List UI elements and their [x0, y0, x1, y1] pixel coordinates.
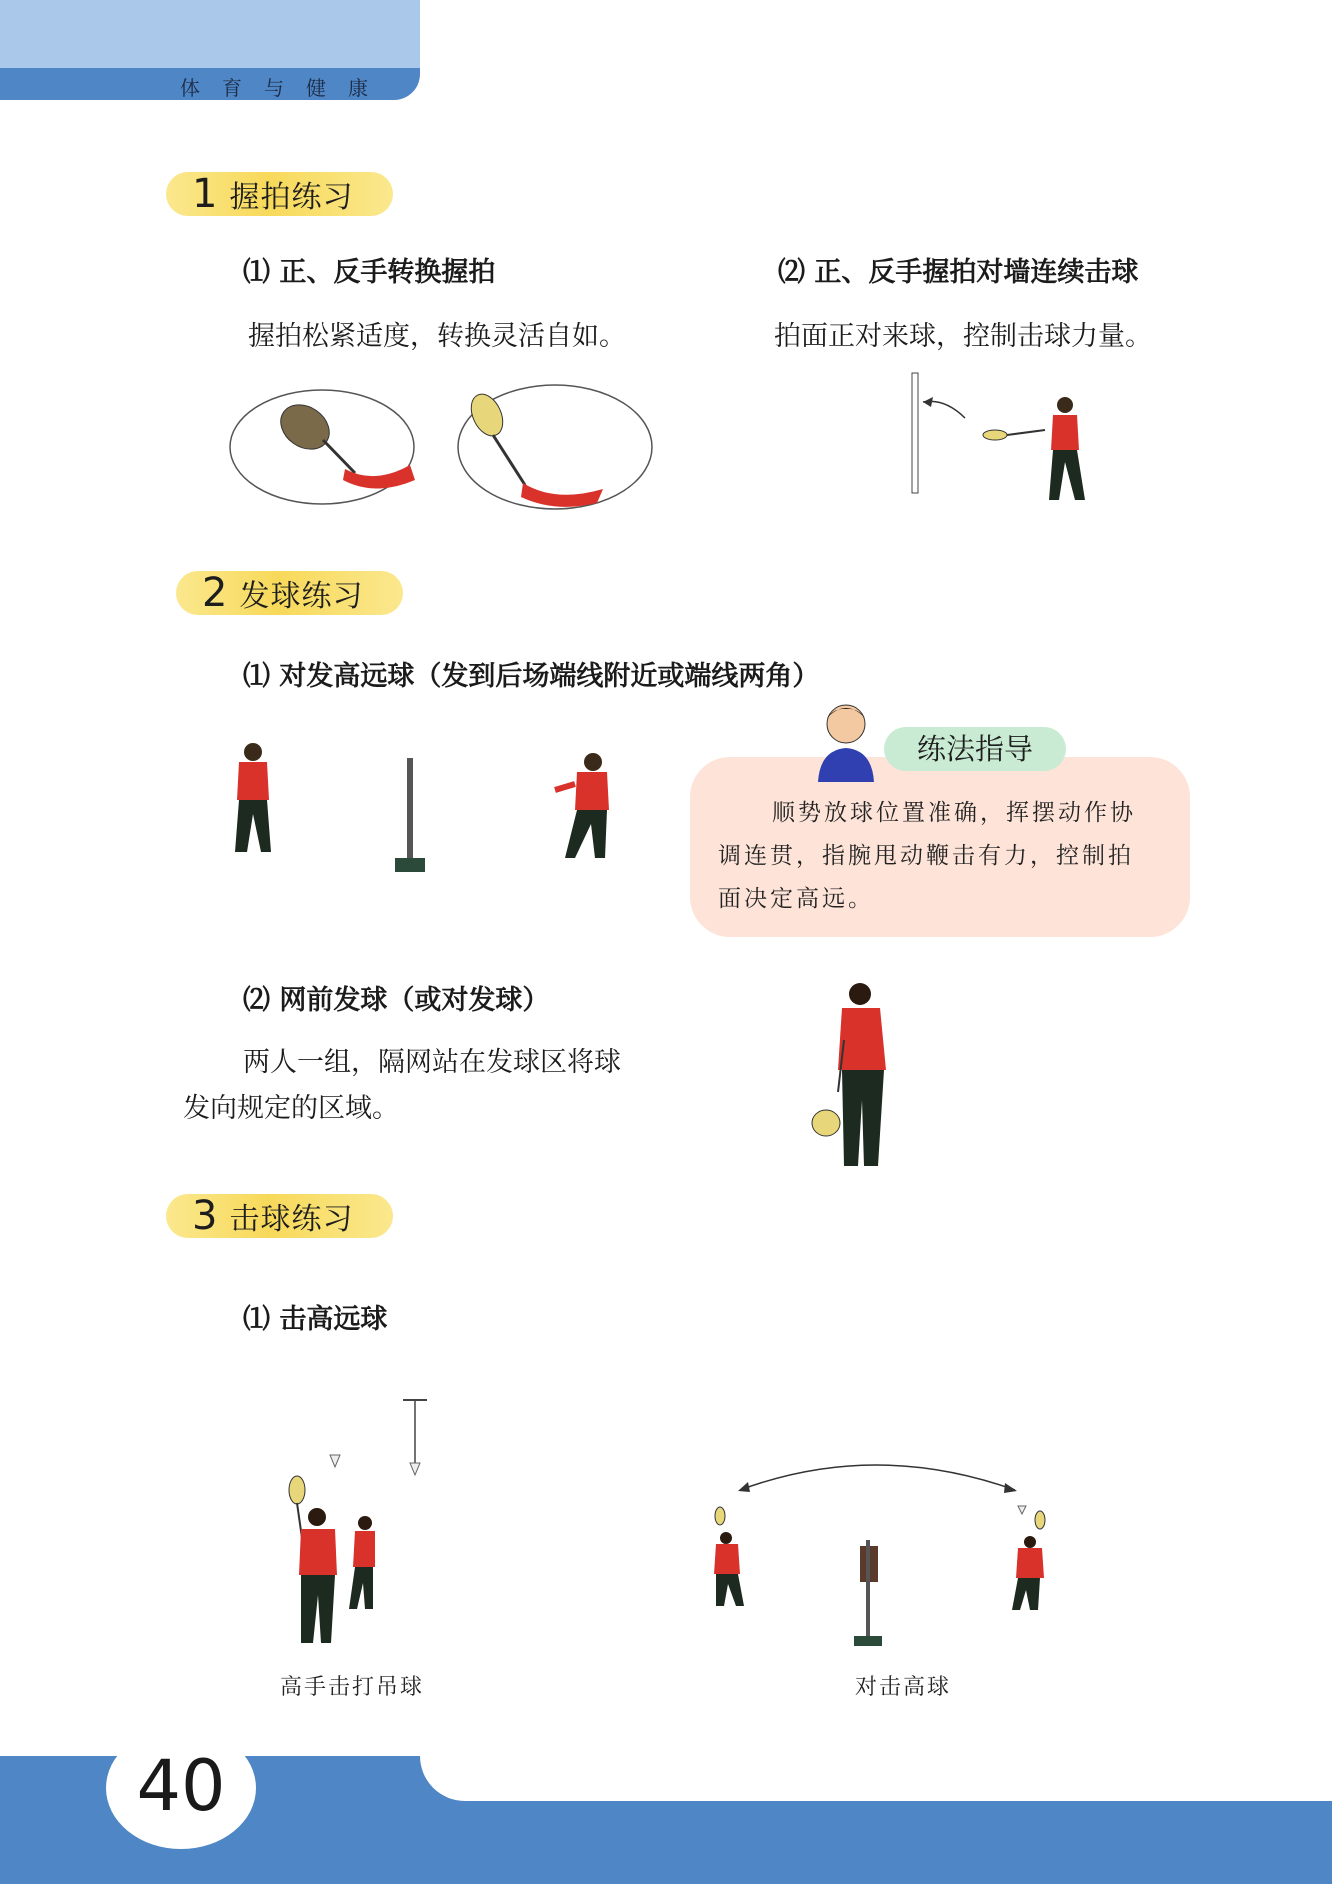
wall-practice-illustration — [905, 370, 1105, 515]
grip-illustration — [225, 385, 645, 515]
section-2-item-2-text — [183, 1040, 703, 1132]
caption-overhead-drop: 高手击打吊球 — [280, 1675, 425, 1700]
section-1-number: 1 — [192, 171, 218, 217]
book-title: 体育与健康 — [180, 76, 390, 100]
serve-illustration — [225, 740, 625, 890]
overhead-drop-illustration — [275, 1395, 445, 1655]
section-2-title: 发球练习 — [239, 579, 364, 614]
section-3-title: 击球练习 — [229, 1202, 354, 1237]
footer-notch — [420, 1756, 1332, 1801]
boy-avatar-icon — [810, 700, 880, 782]
section-2-item-2-line-2: 发向规定的区域。 — [183, 1093, 399, 1124]
section-3-number: 3 — [192, 1193, 218, 1239]
section-2-item-2-label: ⑵ 网前发球（或对发球） — [243, 985, 550, 1016]
section-1-title: 握拍练习 — [229, 180, 354, 215]
tip-title: 练法指导 — [884, 727, 1066, 771]
tip-line-1: 顺势放球位置准确，挥摆动作协 — [772, 800, 1136, 826]
section-1-item-2-text: 拍面正对来球，控制击球力量。 — [774, 321, 1152, 352]
section-1-badge — [166, 172, 393, 216]
section-2-number: 2 — [202, 570, 228, 616]
caption-rally-clear: 对击高球 — [855, 1675, 952, 1700]
section-3-item-1-label: ⑴ 击高远球 — [243, 1304, 388, 1335]
section-1-item-1-text: 握拍松紧适度，转换灵活自如。 — [248, 321, 626, 352]
section-2-item-2-line-1: 两人一组，隔网站在发球区将球 — [243, 1047, 621, 1078]
rally-clear-illustration — [700, 1450, 1070, 1660]
section-1-item-2-label: ⑵ 正、反手握拍对墙连续击球 — [778, 257, 1139, 288]
section-2-item-1-label: ⑴ 对发高远球（发到后场端线附近或端线两角） — [243, 661, 820, 692]
tip-line-2: 调连贯，指腕甩动鞭击有力，控制拍 — [718, 843, 1134, 869]
section-3-badge — [166, 1194, 393, 1238]
net-serve-illustration — [808, 980, 928, 1170]
page-number: 40 — [136, 1745, 226, 1827]
tip-line-3: 面决定高远。 — [718, 886, 874, 912]
tip-text — [718, 792, 1170, 921]
section-1-item-1-label: ⑴ 正、反手转换握拍 — [243, 257, 496, 288]
header-band — [0, 0, 420, 70]
section-2-badge — [176, 571, 403, 615]
